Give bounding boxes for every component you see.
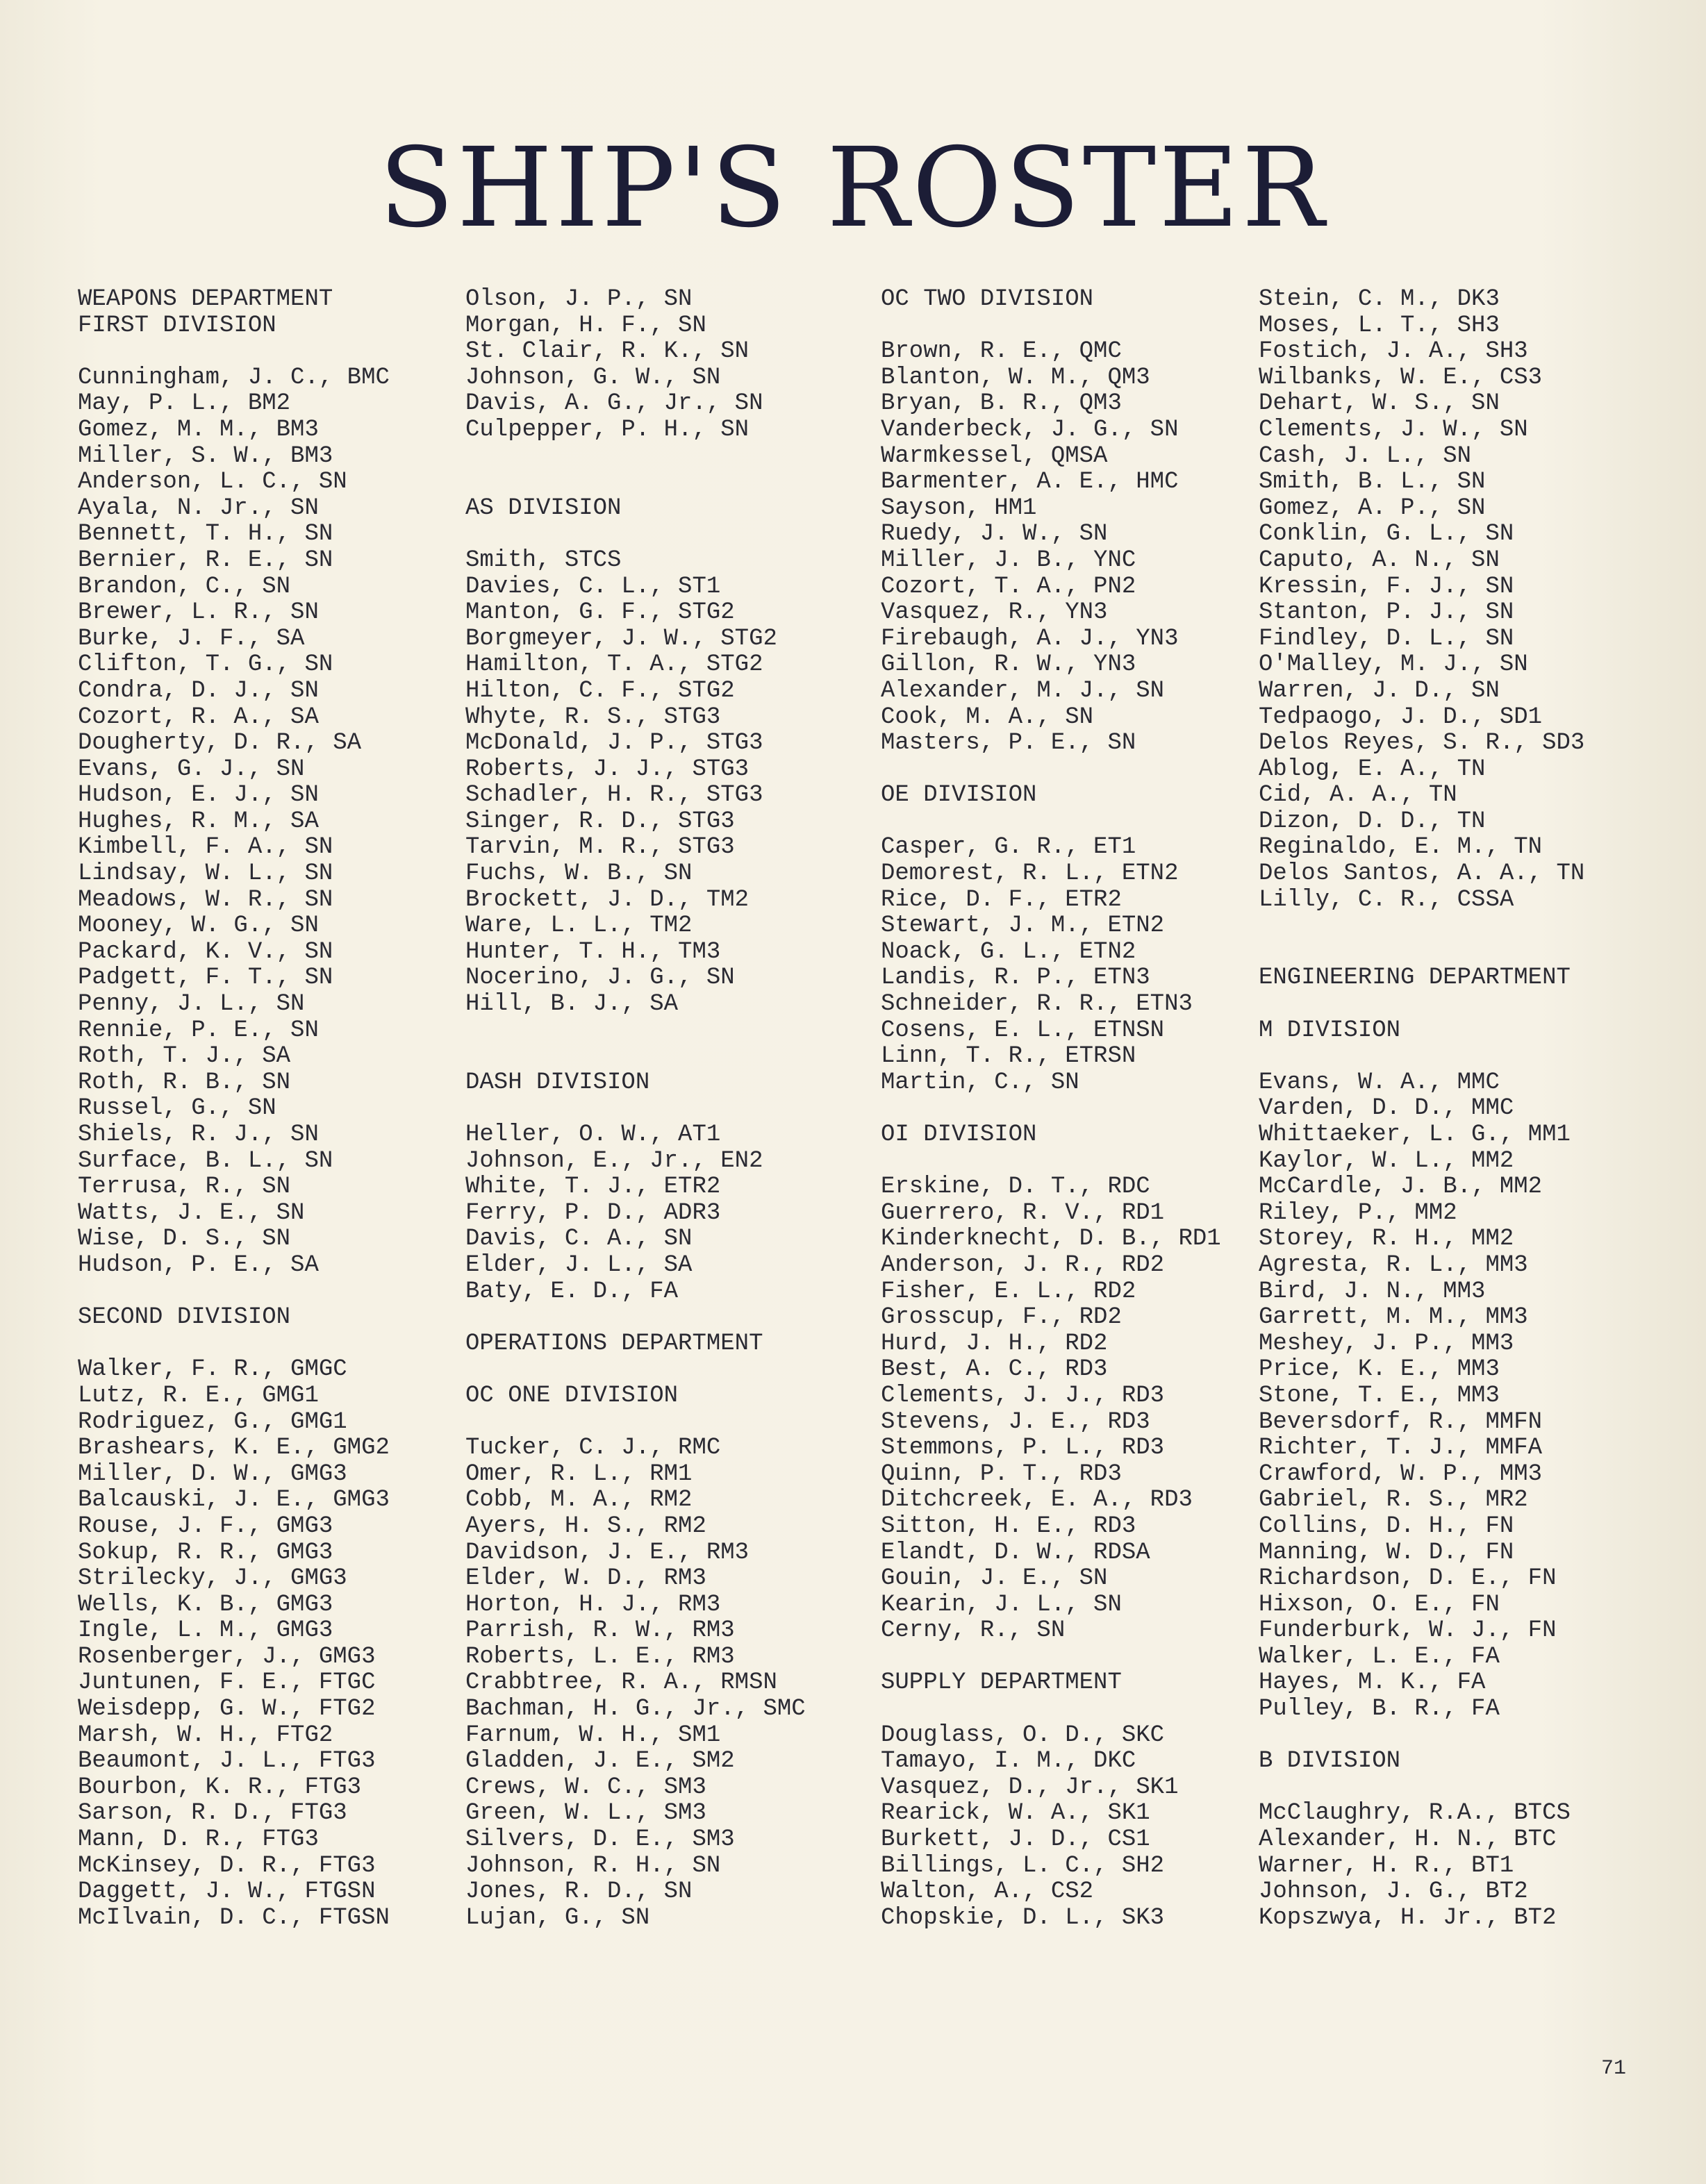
roster-entry: Johnson, J. G., BT2 (1259, 1878, 1528, 1906)
roster-entry: Beaumont, J. L., FTG3 (78, 1748, 376, 1775)
division-heading: OE DIVISION (881, 782, 1037, 809)
roster-entry: Davidson, J. E., RM3 (465, 1539, 750, 1566)
page-number: 71 (1601, 2057, 1627, 2081)
roster-entry: Pulley, B. R., FA (1259, 1696, 1500, 1723)
roster-entry: Hudson, P. E., SA (78, 1251, 319, 1278)
roster-entry: Rice, D. F., ETR2 (881, 886, 1122, 913)
roster-entry: Demorest, R. L., ETN2 (881, 860, 1179, 887)
roster-entry: Vanderbeck, J. G., SN (881, 416, 1179, 443)
roster-entry: Elder, J. L., SA (465, 1251, 693, 1278)
roster-entry: Funderburk, W. J., FN (1259, 1617, 1557, 1644)
roster-entry: Russel, G., SN (78, 1095, 276, 1122)
roster-entry: Tarvin, M. R., STG3 (465, 834, 735, 861)
roster-entry: Whyte, R. S., STG3 (465, 703, 721, 731)
roster-entry: Daggett, J. W., FTGSN (78, 1878, 376, 1906)
roster-entry: Evans, G. J., SN (78, 756, 305, 783)
spacer (881, 1096, 1221, 1122)
roster-entry: Dehart, W. S., SN (1259, 390, 1500, 417)
roster-entry: Blanton, W. M., QM3 (881, 364, 1150, 391)
roster-entry: Burke, J. F., SA (78, 625, 305, 652)
roster-entry: Surface, B. L., SN (78, 1147, 333, 1174)
roster-entry: Vasquez, D., Jr., SK1 (881, 1774, 1179, 1801)
spacer (1259, 940, 1584, 966)
roster-entry: Delos Reyes, S. R., SD3 (1259, 730, 1585, 757)
roster-entry: Johnson, G. W., SN (465, 364, 721, 391)
roster-entry: Varden, D. D., MMC (1259, 1095, 1514, 1122)
roster-entry: Agresta, R. L., MM3 (1259, 1251, 1528, 1278)
roster-entry: Hayes, M. K., FA (1259, 1669, 1486, 1697)
roster-entry: Packard, K. V., SN (78, 938, 333, 965)
spacer (881, 809, 1221, 835)
roster-entry: Richter, T. J., MMFA (1259, 1435, 1543, 1462)
roster-entry: Billings, L. C., SH2 (881, 1852, 1165, 1879)
spacer (465, 522, 806, 548)
roster-entry: Riley, P., MM2 (1259, 1199, 1457, 1226)
roster-entry: White, T. J., ETR2 (465, 1174, 721, 1201)
division-heading: WEAPONS DEPARTMENT (78, 286, 333, 312)
roster-entry: Bernier, R. E., SN (78, 547, 333, 574)
roster-entry: Storey, R. H., MM2 (1259, 1226, 1514, 1253)
roster-entry: Burkett, J. D., CS1 (881, 1826, 1150, 1853)
roster-entry: Gladden, J. E., SM2 (465, 1748, 735, 1775)
roster-entry: Brown, R. E., QMC (881, 338, 1122, 365)
roster-entry: Douglass, O. D., SKC (881, 1722, 1165, 1749)
roster-entry: Olson, J. P., SN (465, 286, 693, 312)
roster-entry: Rosenberger, J., GMG3 (78, 1643, 376, 1670)
roster-entry: Walker, L. E., FA (1259, 1643, 1500, 1670)
roster-entry: Clifton, T. G., SN (78, 651, 333, 678)
roster-entry: Strilecky, J., GMG3 (78, 1565, 347, 1592)
roster-entry: Warren, J. D., SN (1259, 677, 1500, 704)
roster-entry: Reginaldo, E. M., TN (1259, 834, 1543, 861)
roster-entry: Davis, C. A., SN (465, 1226, 693, 1253)
roster-entry: McKinsey, D. R., FTG3 (78, 1852, 376, 1879)
roster-entry: Lujan, G., SN (465, 1904, 650, 1931)
roster-entry: Miller, J. B., YNC (881, 547, 1136, 574)
roster-entry: Bachman, H. G., Jr., SMC (465, 1696, 806, 1723)
roster-entry: Grosscup, F., RD2 (881, 1304, 1122, 1331)
roster-entry: Anderson, L. C., SN (78, 469, 347, 496)
spacer (78, 1279, 390, 1306)
spacer (1259, 992, 1584, 1018)
roster-entry: Manton, G. F., STG2 (465, 599, 735, 626)
roster-entry: Ferry, P. D., ADR3 (465, 1199, 721, 1226)
spacer (465, 1096, 806, 1122)
roster-entry: Horton, H. J., RM3 (465, 1591, 721, 1618)
roster-entry: Singer, R. D., STG3 (465, 808, 735, 835)
roster-entry: Dizon, D. D., TN (1259, 808, 1486, 835)
roster-entry: Gouin, J. E., SN (881, 1565, 1108, 1592)
roster-entry: Cosens, E. L., ETNSN (881, 1017, 1165, 1044)
roster-entry: Weisdepp, G. W., FTG2 (78, 1696, 376, 1723)
roster-entry: Stevens, J. E., RD3 (881, 1408, 1150, 1435)
roster-entry: Padgett, F. T., SN (78, 965, 333, 992)
roster-entry: Davies, C. L., ST1 (465, 573, 721, 600)
roster-entry: Fuchs, W. B., SN (465, 860, 693, 887)
division-heading: SUPPLY DEPARTMENT (881, 1669, 1122, 1697)
roster-entry: Gomez, M. M., BM3 (78, 416, 319, 443)
roster-entry: Ditchcreek, E. A., RD3 (881, 1487, 1193, 1514)
roster-entry: Dougherty, D. R., SA (78, 730, 362, 757)
roster-entry: O'Malley, M. J., SN (1259, 651, 1528, 678)
roster-entry: Cozort, T. A., PN2 (881, 573, 1136, 600)
division-heading: OI DIVISION (881, 1122, 1037, 1148)
roster-entry: Brewer, L. R., SN (78, 599, 319, 626)
roster-column-1 (78, 287, 390, 1931)
spacer (465, 444, 806, 470)
roster-entry: Mooney, W. G., SN (78, 912, 319, 940)
roster-entry: Beversdorf, R., MMFN (1259, 1408, 1543, 1435)
roster-entry: Culpepper, P. H., SN (465, 416, 750, 443)
roster-entry: Terrusa, R., SN (78, 1174, 291, 1201)
roster-entry: McDonald, J. P., STG3 (465, 730, 763, 757)
roster-entry: Gillon, R. W., YN3 (881, 651, 1136, 678)
roster-entry: Kressin, F. J., SN (1259, 573, 1514, 600)
roster-entry: Vasquez, R., YN3 (881, 599, 1108, 626)
roster-entry: Silvers, D. E., SM3 (465, 1826, 735, 1853)
roster-entry: Farnum, W. H., SM1 (465, 1722, 721, 1749)
roster-entry: Rennie, P. E., SN (78, 1017, 319, 1044)
roster-entry: Rouse, J. F., GMG3 (78, 1512, 333, 1540)
roster-entry: Sarson, R. D., FTG3 (78, 1800, 347, 1827)
page-title: SHIP'S ROSTER (379, 124, 1327, 252)
roster-entry: Jones, R. D., SN (465, 1878, 693, 1906)
roster-entry: Hill, B. J., SA (465, 991, 679, 1018)
roster-entry: Balcauski, J. E., GMG3 (78, 1487, 390, 1514)
roster-entry: Barmenter, A. E., HMC (881, 469, 1179, 496)
roster-entry: St. Clair, R. K., SN (465, 338, 750, 365)
roster-entry: Clements, J. J., RD3 (881, 1382, 1165, 1409)
roster-entry: Rearick, W. A., SK1 (881, 1800, 1150, 1827)
roster-entry: Tedpaogo, J. D., SD1 (1259, 703, 1543, 731)
roster-entry: Brockett, J. D., TM2 (465, 886, 750, 913)
roster-entry: Crews, W. C., SM3 (465, 1774, 706, 1801)
roster-entry: Wells, K. B., GMG3 (78, 1591, 333, 1618)
roster-entry: Meshey, J. P., MM3 (1259, 1330, 1514, 1357)
roster-entry: Crabbtree, R. A., RMSN (465, 1669, 777, 1697)
roster-entry: Moses, L. T., SH3 (1259, 312, 1500, 339)
roster-entry: Borgmeyer, J. W., STG2 (465, 625, 777, 652)
roster-entry: Ruedy, J. W., SN (881, 521, 1108, 548)
roster-entry: Kinderknecht, D. B., RD1 (881, 1226, 1221, 1253)
roster-entry: Martin, C., SN (881, 1069, 1079, 1096)
roster-entry: Caputo, A. N., SN (1259, 547, 1500, 574)
roster-entry: Stanton, P. J., SN (1259, 599, 1514, 626)
roster-entry: Roth, R. B., SN (78, 1069, 291, 1096)
spacer (1259, 1044, 1584, 1070)
spacer (1259, 913, 1584, 940)
roster-entry: Fostich, J. A., SH3 (1259, 338, 1528, 365)
roster-entry: Ayers, H. S., RM2 (465, 1512, 706, 1540)
roster-entry: Linn, T. R., ETRSN (881, 1043, 1136, 1070)
roster-entry: Johnson, E., Jr., EN2 (465, 1147, 763, 1174)
roster-entry: Schneider, R. R., ETN3 (881, 991, 1193, 1018)
roster-entry: Hamilton, T. A., STG2 (465, 651, 763, 678)
roster-entry: Bryan, B. R., QM3 (881, 390, 1122, 417)
roster-entry: Tamayo, I. M., DKC (881, 1748, 1136, 1775)
roster-entry: Stein, C. M., DK3 (1259, 286, 1500, 312)
roster-entry: Sokup, R. R., GMG3 (78, 1539, 333, 1566)
division-heading: FIRST DIVISION (78, 312, 276, 339)
spacer (78, 339, 390, 365)
roster-column-2 (465, 287, 806, 1931)
roster-entry: Hughes, R. M., SA (78, 808, 319, 835)
division-heading: OC ONE DIVISION (465, 1382, 679, 1409)
roster-entry: Watts, J. E., SN (78, 1199, 305, 1226)
roster-entry: Collins, D. H., FN (1259, 1512, 1514, 1540)
spacer (881, 1149, 1221, 1175)
spacer (465, 469, 806, 496)
roster-entry: Miller, D. W., GMG3 (78, 1460, 347, 1487)
division-heading: OPERATIONS DEPARTMENT (465, 1330, 763, 1357)
roster-entry: Smith, B. L., SN (1259, 469, 1486, 496)
roster-entry: Firebaugh, A. J., YN3 (881, 625, 1179, 652)
roster-entry: Juntunen, F. E., FTGC (78, 1669, 376, 1697)
roster-entry: Omer, R. L., RM1 (465, 1460, 693, 1487)
roster-entry: Stone, T. E., MM3 (1259, 1382, 1500, 1409)
roster-entry: Rodriguez, G., GMG1 (78, 1408, 347, 1435)
roster-entry: McClaughry, R.A., BTCS (1259, 1800, 1571, 1827)
roster-entry: Ablog, E. A., TN (1259, 756, 1486, 783)
roster-entry: Baty, E. D., FA (465, 1278, 679, 1305)
roster-entry: Conklin, G. L., SN (1259, 521, 1514, 548)
roster-entry: Cid, A. A., TN (1259, 782, 1457, 809)
roster-entry: Bourbon, K. R., FTG3 (78, 1774, 362, 1801)
division-heading: AS DIVISION (465, 494, 622, 522)
roster-entry: Findley, D. L., SN (1259, 625, 1514, 652)
roster-entry: Chopskie, D. L., SK3 (881, 1904, 1165, 1931)
roster-column-4 (1259, 287, 1584, 1931)
spacer (881, 313, 1221, 340)
roster-entry: Walker, F. R., GMGC (78, 1356, 347, 1383)
division-heading: OC TWO DIVISION (881, 286, 1094, 312)
roster-entry: Cash, J. L., SN (1259, 442, 1472, 469)
roster-entry: Masters, P. E., SN (881, 730, 1136, 757)
roster-entry: Warner, H. R., BT1 (1259, 1852, 1514, 1879)
roster-entry: Casper, G. R., ET1 (881, 834, 1136, 861)
spacer (465, 1018, 806, 1044)
roster-entry: Gabriel, R. S., MR2 (1259, 1487, 1528, 1514)
roster-entry: Roth, T. J., SA (78, 1043, 291, 1070)
roster-entry: Lutz, R. E., GMG1 (78, 1382, 319, 1409)
roster-entry: Shiels, R. J., SN (78, 1122, 319, 1148)
roster-entry: McIlvain, D. C., FTGSN (78, 1904, 390, 1931)
roster-entry: Walton, A., CS2 (881, 1878, 1094, 1906)
spacer (465, 1357, 806, 1383)
roster-entry: Marsh, W. H., FTG2 (78, 1722, 333, 1749)
division-heading: M DIVISION (1259, 1017, 1401, 1044)
roster-entry: Anderson, J. R., RD2 (881, 1251, 1165, 1278)
roster-entry: Elandt, D. W., RDSA (881, 1539, 1150, 1566)
roster-entry: Cozort, R. A., SA (78, 703, 319, 731)
roster-entry: Roberts, J. J., STG3 (465, 756, 750, 783)
roster-entry: Miller, S. W., BM3 (78, 442, 333, 469)
roster-entry: Gomez, A. P., SN (1259, 494, 1486, 522)
roster-entry: Wise, D. S., SN (78, 1226, 291, 1253)
spacer (1259, 1723, 1584, 1749)
roster-entry: Hixson, O. E., FN (1259, 1591, 1500, 1618)
roster-entry: Ingle, L. M., GMG3 (78, 1617, 333, 1644)
roster-entry: Tucker, C. J., RMC (465, 1435, 721, 1462)
roster-entry: Schadler, H. R., STG3 (465, 782, 763, 809)
roster-entry: Parrish, R. W., RM3 (465, 1617, 735, 1644)
roster-entry: Alexander, H. N., BTC (1259, 1826, 1557, 1853)
roster-entry: Elder, W. D., RM3 (465, 1565, 706, 1592)
roster-entry: Crawford, W. P., MM3 (1259, 1460, 1543, 1487)
roster-entry: Penny, J. L., SN (78, 991, 305, 1018)
roster-column-3 (881, 287, 1221, 1931)
roster-entry: Landis, R. P., ETN3 (881, 965, 1150, 992)
roster-entry: Stewart, J. M., ETN2 (881, 912, 1165, 940)
division-heading: B DIVISION (1259, 1748, 1401, 1775)
roster-entry: Sitton, H. E., RD3 (881, 1512, 1136, 1540)
roster-entry: Lindsay, W. L., SN (78, 860, 333, 887)
spacer (465, 1305, 806, 1331)
roster-entry: Erskine, D. T., RDC (881, 1174, 1150, 1201)
roster-entry: Quinn, P. T., RD3 (881, 1460, 1122, 1487)
spacer (465, 1410, 806, 1436)
roster-entry: Sayson, HM1 (881, 494, 1037, 522)
roster-entry: Whittaeker, L. G., MM1 (1259, 1122, 1571, 1148)
roster-entry: Nocerino, J. G., SN (465, 965, 735, 992)
roster-entry: Ayala, N. Jr., SN (78, 494, 319, 522)
roster-entry: Heller, O. W., AT1 (465, 1122, 721, 1148)
roster-entry: Lilly, C. R., CSSA (1259, 886, 1514, 913)
roster-entry: May, P. L., BM2 (78, 390, 291, 417)
roster-entry: Price, K. E., MM3 (1259, 1356, 1500, 1383)
roster-entry: Garrett, M. M., MM3 (1259, 1304, 1528, 1331)
roster-entry: Warmkessel, QMSA (881, 442, 1108, 469)
roster-entry: Kimbell, F. A., SN (78, 834, 333, 861)
spacer (881, 1644, 1221, 1671)
roster-entry: Green, W. L., SM3 (465, 1800, 706, 1827)
roster-entry: McCardle, J. B., MM2 (1259, 1174, 1543, 1201)
roster-entry: Cunningham, J. C., BMC (78, 364, 390, 391)
spacer (1259, 1775, 1584, 1801)
roster-entry: Manning, W. D., FN (1259, 1539, 1514, 1566)
roster-entry: Mann, D. R., FTG3 (78, 1826, 319, 1853)
roster-entry: Johnson, R. H., SN (465, 1852, 721, 1879)
spacer (465, 1044, 806, 1070)
division-heading: ENGINEERING DEPARTMENT (1259, 965, 1571, 992)
roster-entry: Alexander, M. J., SN (881, 677, 1165, 704)
roster-entry: Hudson, E. J., SN (78, 782, 319, 809)
roster-entry: Stemmons, P. L., RD3 (881, 1435, 1165, 1462)
roster-entry: Kopszwya, H. Jr., BT2 (1259, 1904, 1557, 1931)
roster-entry: Meadows, W. R., SN (78, 886, 333, 913)
roster-entry: Guerrero, R. V., RD1 (881, 1199, 1165, 1226)
roster-entry: Bird, J. N., MM3 (1259, 1278, 1486, 1305)
roster-entry: Hunter, T. H., TM3 (465, 938, 721, 965)
roster-entry: Roberts, L. E., RM3 (465, 1643, 735, 1670)
roster-entry: Hilton, C. F., STG2 (465, 677, 735, 704)
roster-entry: Wilbanks, W. E., CS3 (1259, 364, 1543, 391)
spacer (78, 1331, 390, 1358)
division-heading: SECOND DIVISION (78, 1304, 291, 1331)
roster-entry: Delos Santos, A. A., TN (1259, 860, 1585, 887)
roster-entry: Smith, STCS (465, 547, 622, 574)
roster-entry: Clements, J. W., SN (1259, 416, 1528, 443)
roster-entry: Fisher, E. L., RD2 (881, 1278, 1136, 1305)
division-heading: DASH DIVISION (465, 1069, 650, 1096)
roster-entry: Davis, A. G., Jr., SN (465, 390, 763, 417)
roster-entry: Cobb, M. A., RM2 (465, 1487, 693, 1514)
spacer (881, 757, 1221, 783)
roster-entry: Morgan, H. F., SN (465, 312, 706, 339)
roster-entry: Evans, W. A., MMC (1259, 1069, 1500, 1096)
roster-entry: Noack, G. L., ETN2 (881, 938, 1136, 965)
roster-entry: Brandon, C., SN (78, 573, 291, 600)
roster-entry: Condra, D. J., SN (78, 677, 319, 704)
spacer (881, 1697, 1221, 1723)
roster-entry: Best, A. C., RD3 (881, 1356, 1108, 1383)
roster-entry: Richardson, D. E., FN (1259, 1565, 1557, 1592)
roster-entry: Kaylor, W. L., MM2 (1259, 1147, 1514, 1174)
roster-entry: Cerny, R., SN (881, 1617, 1066, 1644)
roster-entry: Kearin, J. L., SN (881, 1591, 1122, 1618)
roster-entry: Ware, L. L., TM2 (465, 912, 693, 940)
roster-entry: Cook, M. A., SN (881, 703, 1094, 731)
roster-entry: Brashears, K. E., GMG2 (78, 1435, 390, 1462)
roster-entry: Hurd, J. H., RD2 (881, 1330, 1108, 1357)
roster-entry: Bennett, T. H., SN (78, 521, 333, 548)
